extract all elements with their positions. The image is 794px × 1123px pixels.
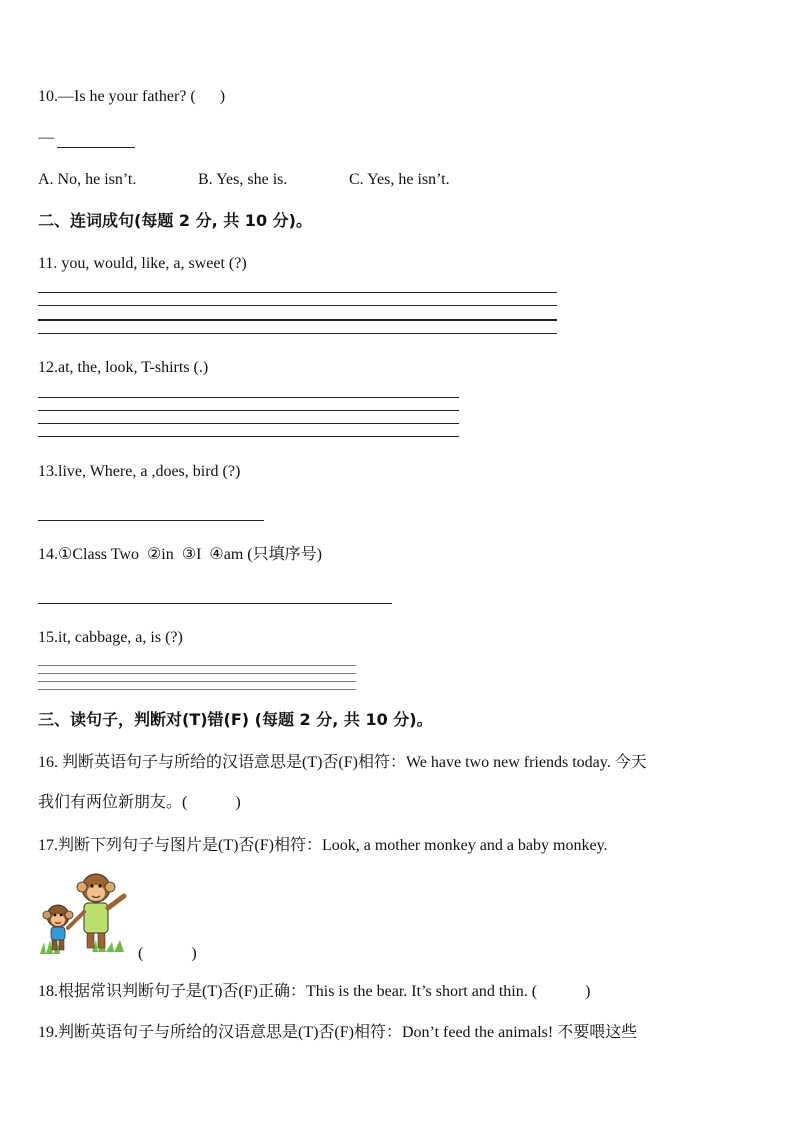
answer-blank-10[interactable] (57, 147, 135, 148)
writing-line[interactable] (38, 681, 356, 682)
writing-line[interactable] (38, 665, 356, 666)
writing-line[interactable] (38, 689, 356, 690)
question-15: 15.it, cabbage, a, is (?) (38, 629, 183, 646)
option-b: B. Yes, she is. (198, 171, 288, 188)
question-12: 12.at, the, look, T-shirts (.) (38, 359, 209, 376)
writing-line[interactable] (38, 292, 557, 293)
question-11: 11. you, would, like, a, sweet (?) (38, 255, 247, 272)
writing-line[interactable] (38, 397, 459, 398)
answer-line-14[interactable] (38, 603, 392, 604)
writing-line[interactable] (38, 423, 459, 424)
monkeys-illustration (36, 868, 132, 956)
question-18: 18.根据常识判断句子是(T)否(F)正确：This is the bear. It’s short and thin. ( ) (38, 983, 591, 1000)
section-3-heading: 三、读句子，判断对(T)错(F) (每题 2 分, 共 10 分)。 (38, 710, 433, 729)
question-13: 13.live, Where, a ,does, bird (?) (38, 463, 241, 480)
answer-dash: — (38, 129, 54, 146)
question-17-answer-paren[interactable]: ( ) (138, 945, 197, 962)
option-a: A. No, he isn’t. (38, 171, 137, 188)
writing-line[interactable] (38, 673, 356, 674)
question-16-continued: 我们有两位新朋友。( ) (38, 794, 241, 811)
option-c: C. Yes, he isn’t. (349, 171, 450, 188)
question-16: 16. 判断英语句子与所给的汉语意思是(T)否(F)相符：We have two new friends today. 今天 (38, 754, 647, 771)
writing-line[interactable] (38, 333, 557, 334)
writing-line[interactable] (38, 319, 557, 321)
question-19: 19.判断英语句子与所给的汉语意思是(T)否(F)相符：Don’t feed the animals! 不要喂这些 (38, 1024, 638, 1041)
question-14: 14.①Class Two ②in ③I ④am (只填序号) (38, 546, 322, 563)
writing-line[interactable] (38, 410, 459, 411)
question-10: 10.—Is he your father? ( ) (38, 88, 226, 105)
answer-line-13[interactable] (38, 520, 264, 521)
writing-line[interactable] (38, 436, 459, 437)
writing-line[interactable] (38, 305, 557, 306)
question-17: 17.判断下列句子与图片是(T)否(F)相符：Look, a mother monkey and a baby monkey. (38, 837, 608, 854)
section-2-heading: 二、连词成句(每题 2 分, 共 10 分)。 (38, 211, 312, 230)
